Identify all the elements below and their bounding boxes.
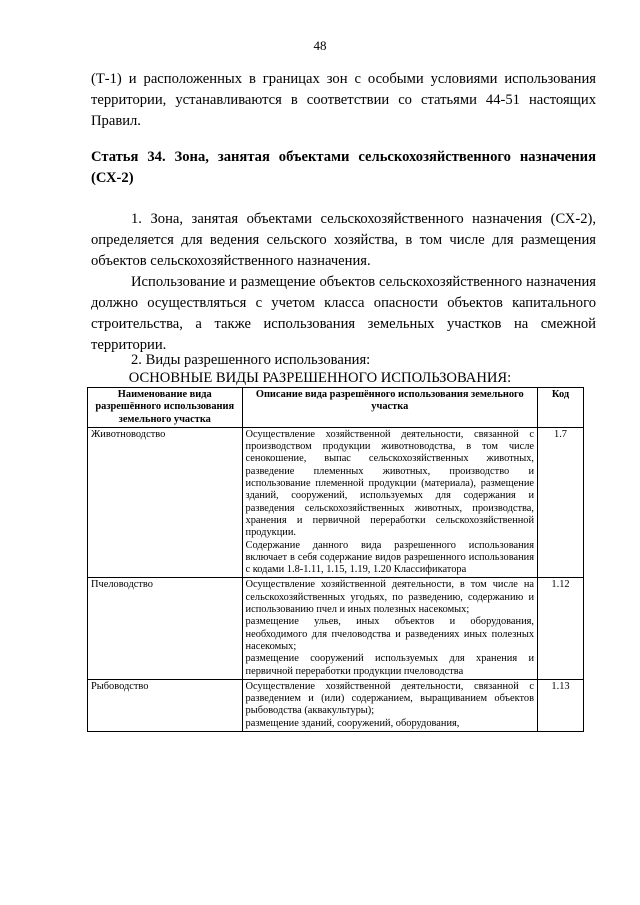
row-code: 1.13	[538, 679, 584, 731]
row-code: 1.7	[538, 427, 584, 578]
intro-paragraph: (Т-1) и расположенных в границах зон с особыми условиями использования территории, устанавливаются в соответствии со статьями 44-51 настоящих Правил.	[91, 71, 596, 129]
table-header-row	[88, 388, 584, 428]
paragraph-zone-definition: 1. Зона, занятая объектами сельскохозяйственного назначения (СХ-2), определяется для ведения сельского хозяйства, в том числе для размещения объектов сельскохозяйственного назначения.	[91, 211, 596, 269]
usage-types-table	[87, 387, 584, 732]
row-description	[242, 427, 538, 578]
description-line: Осуществление хозяйственной деятельности, в том числе на сельскохозяйственных угодьях, по разведению, содержанию и использованию пчел и иных полезных насекомых;	[245, 579, 535, 616]
table-row	[88, 679, 584, 731]
description-line: размещение зданий, сооружений, оборудования,	[245, 717, 460, 729]
description-line: Содержание данного вида разрешенного использования включает в себя содержание видов разрешенного использования с кодами 1.8-1.11, 1.15, 1.19, 1.20 Классификатора	[245, 539, 535, 576]
row-code: 1.12	[538, 578, 584, 679]
row-description	[242, 578, 538, 679]
header-code: Код	[538, 388, 584, 428]
row-name: Животноводство	[88, 427, 243, 578]
paragraph-usage-conditions: Использование и размещение объектов сельскохозяйственного назначения должно осуществляться с учетом класса опасности объектов капитального строительства, а также использования земельных участков на смежной территории.	[91, 274, 596, 353]
description-line: размещение сооружений используемых для хранения и первичной переработки продукции пчеловодства	[245, 653, 535, 677]
header-description: Описание вида разрешённого использования земельного участка	[242, 388, 538, 428]
article-heading: Статья 34. Зона, занятая объектами сельскохозяйственного назначения (СХ-2)	[91, 149, 596, 186]
description-line: Осуществление хозяйственной деятельности, связанной с производством продукции животноводства, в том числе сенокошение, выпас сельскохозяйственных животных, разведение племенных животных, производство и использование племенной продукции (материала), размещение зданий, сооружений, используемых для содержания и разведения сельскохозяйственных животных, производства, хранения и первичной переработки сельскохозяйственной продукции.	[245, 428, 535, 539]
description-line: размещение ульев, иных объектов и оборудования, необходимого для пчеловодства и разведениях иных полезных насекомых;	[245, 616, 535, 652]
table-row	[88, 578, 584, 679]
row-description	[242, 679, 538, 731]
table-row	[88, 427, 584, 578]
description-line: Осуществление хозяйственной деятельности, связанной с разведением и (или) содержанием, выращиванием объектов рыбоводства (аквакультуры);	[245, 680, 535, 717]
paragraph-usage-types: 2. Виды разрешенного использования:	[131, 352, 371, 368]
header-name: Наименование вида разрешённого использования земельного участка	[88, 388, 243, 428]
page-number: 48	[313, 38, 327, 53]
row-name: Пчеловодство	[88, 578, 243, 679]
table-title: ОСНОВНЫЕ ВИДЫ РАЗРЕШЕННОГО ИСПОЛЬЗОВАНИЯ:	[128, 370, 512, 386]
row-name: Рыбоводство	[88, 679, 243, 731]
